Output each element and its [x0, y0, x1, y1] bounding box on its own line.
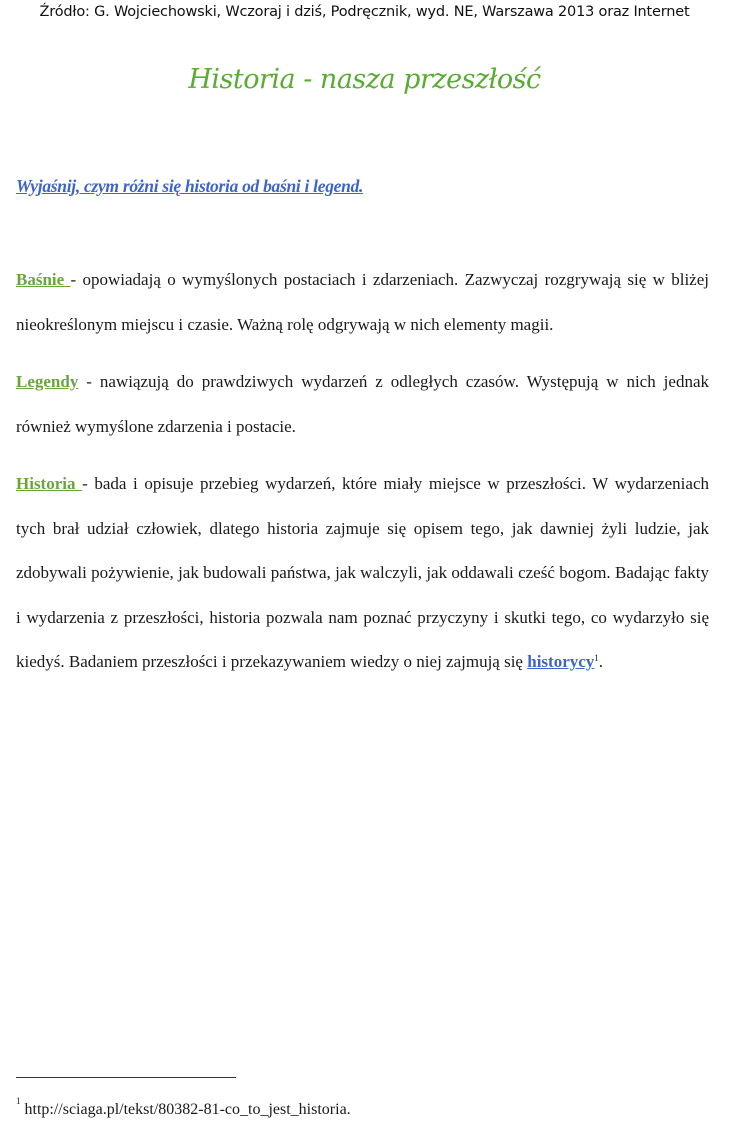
footnote-number: 1 — [16, 1096, 21, 1106]
question-heading[interactable]: Wyjaśnij, czym różni się historia od baśni i legend. — [16, 176, 364, 196]
historycy-link[interactable]: historycy — [527, 652, 595, 671]
page-title: Historia - nasza przeszłość — [188, 64, 541, 95]
term-basnie: Baśnie — [16, 270, 71, 289]
paragraph-text: - nawiązują do prawdziwych wydarzeń z odległych czasów. Występują w nich jednak również wymyślone zdarzenia i postacie. — [16, 372, 709, 436]
footnote-reference[interactable]: 1 — [594, 653, 599, 663]
paragraph-historia — [16, 462, 709, 685]
paragraph-text: - bada i opisuje przebieg wydarzeń, które miały miejsce w przeszłości. W wydarzeniach tych brał udział człowiek, dlatego historia zajmuje się opisem tego, jak dawniej żyli ludzie, jak zdobywali pożywienie, jak budowali państwa, jak walczyli, jak oddawali cześć bogom. Badając fakty i wydarzenia z przeszłości, historia pozwala nam poznać przyczyny i skutki tego, co wydarzyło się kiedyś. Badaniem przeszłości i przekazywaniem wiedzy o niej zajmują się — [16, 474, 709, 671]
paragraph-text: - opowiadają o wymyślonych postaciach i zdarzeniach. Zazwyczaj rozgrywają się w bliżej nieokreślonym miejscu i czasie. Ważną rolę odgrywają w nich elementy magii. — [16, 270, 709, 334]
footnote — [16, 1096, 351, 1119]
paragraph-legendy — [16, 360, 709, 449]
term-legendy: Legendy — [16, 372, 79, 391]
paragraph-end: . — [598, 652, 604, 671]
term-historia: Historia — [16, 474, 83, 493]
footnote-divider — [16, 1077, 236, 1078]
footnote-url[interactable]: http://sciaga.pl/tekst/80382-81-co_to_jest_historia. — [20, 1101, 351, 1118]
source-citation: Źródło: G. Wojciechowski, Wczoraj i dziś, Podręcznik, wyd. NE, Warszawa 2013 oraz Internet — [39, 4, 690, 20]
paragraph-basnie — [16, 258, 709, 347]
